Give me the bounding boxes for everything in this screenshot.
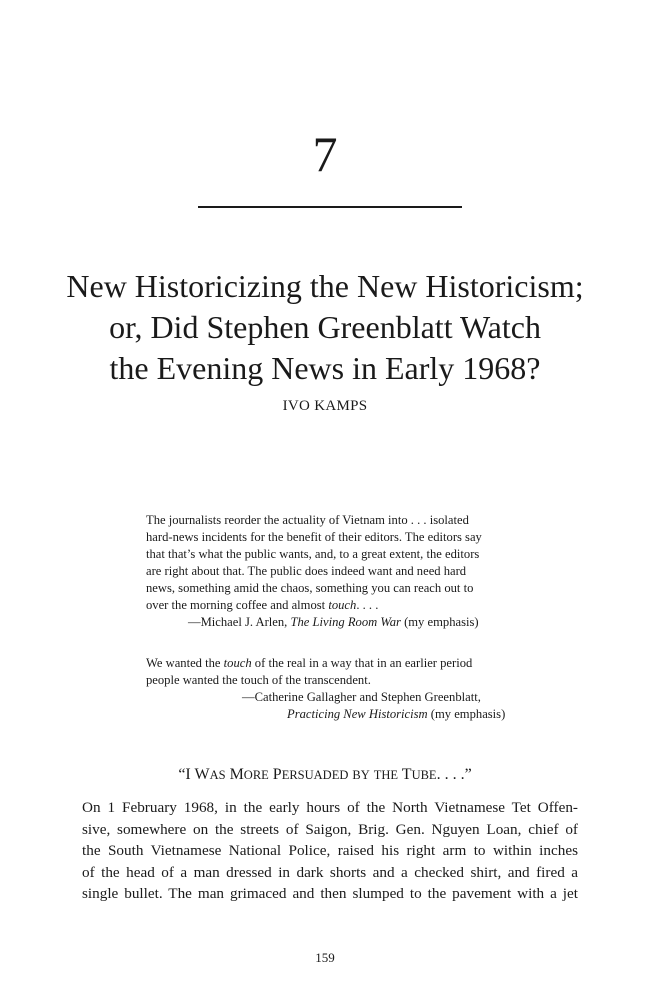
body-line: the South Vietnamese National Police, raised his right arm to within inches [82, 842, 578, 860]
author-name: IVO KAMPS [282, 398, 368, 414]
epigraph-text: of the real in a way that in an earlier period [251, 656, 473, 670]
epigraph-text: We wanted the [146, 656, 224, 670]
epigraph-line: that that’s what the public wants, and, to a great extent, the editors [146, 547, 480, 561]
epigraph-attribution: —Catherine Gallagher and Stephen Greenblatt, [242, 690, 481, 704]
attribution-title: Practicing New Historicism [287, 707, 428, 721]
epigraph-text: over the morning coffee and almost [146, 598, 329, 612]
epigraph-attribution [146, 614, 518, 631]
body-line: of the head of a man dressed in dark shorts and a checked shirt, and fired a [82, 863, 578, 881]
chapter-title [0, 266, 650, 389]
heading-word: PERSUADED [272, 766, 349, 783]
heading-word: THE [373, 768, 399, 782]
heading-word: TUBE [401, 766, 437, 783]
epigraph-arlen [146, 512, 518, 631]
body-line: single bullet. The man grimaced and then slumped to the pavement with a jet [82, 885, 578, 903]
heading-ellipsis: . . . .” [436, 766, 472, 783]
attribution-title: The Living Room War [290, 615, 401, 629]
epigraph-line [146, 655, 518, 672]
attribution-author: —Michael J. Arlen, [188, 615, 291, 629]
chapter-title-line: New Historicizing the New Historicism; [66, 268, 584, 304]
epigraph-emphasis: touch [223, 656, 252, 670]
heading-word: WAS [194, 766, 226, 783]
heading-word: MORE [229, 766, 269, 783]
heading-word: BY [352, 768, 370, 782]
epigraph-emphasis: touch [328, 598, 357, 612]
epigraph-line: The journalists reorder the actuality of Vietnam into . . . isolated [146, 513, 469, 527]
page-number: 159 [315, 950, 335, 965]
epigraph-attribution [146, 706, 518, 723]
chapter-title-line: the Evening News in Early 1968? [109, 350, 541, 386]
epigraph-line: are right about that. The public does indeed want and need hard [146, 564, 467, 578]
body-line: On 1 February 1968, in the early hours of the North Vietnamese Tet Offen- [82, 799, 578, 816]
epigraph-line: news, something amid the chaos, something you can reach out to [146, 581, 474, 595]
heading-word: I [185, 766, 191, 783]
epigraph-gallagher-greenblatt [146, 655, 518, 723]
open-quote: “ [178, 766, 186, 783]
body-line: sive, somewhere on the streets of Saigon, Brig. Gen. Nguyen Loan, chief of [82, 820, 578, 838]
epigraph-line: people wanted the touch of the transcendent. [146, 673, 371, 687]
epigraph-line [146, 597, 518, 614]
attribution-note: (my emphasis) [427, 707, 506, 721]
chapter-title-line: or, Did Stephen Greenblatt Watch [109, 309, 541, 345]
section-heading [0, 766, 650, 784]
attribution-note: (my emphasis) [400, 615, 479, 629]
body-paragraph [82, 797, 578, 905]
epigraph-text: . . . . [356, 598, 379, 612]
chapter-rule [198, 206, 462, 208]
epigraph-line: hard-news incidents for the benefit of their editors. The editors say [146, 530, 482, 544]
chapter-number: 7 [312, 126, 338, 182]
